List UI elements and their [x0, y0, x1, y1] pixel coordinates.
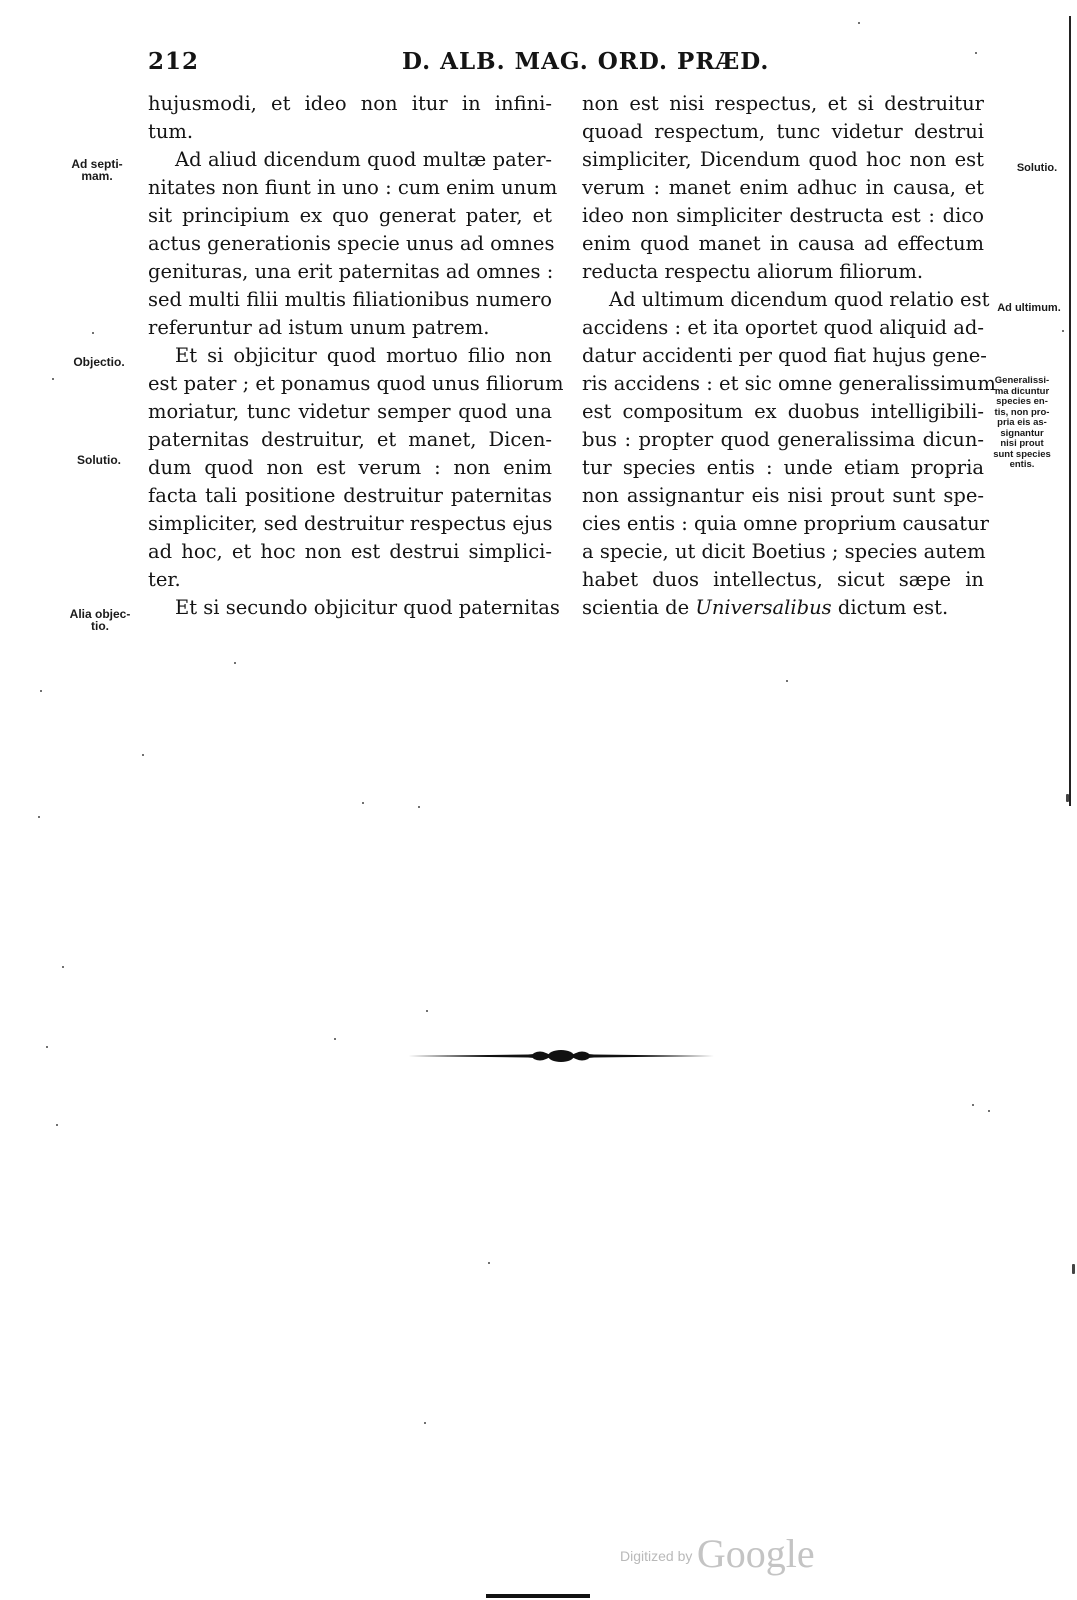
text-line: ad hoc, et hoc non est destrui simplici-	[148, 540, 552, 563]
margin-note-line: species en-	[996, 396, 1048, 407]
text-line: paternitas destruitur, et manet, Dicen-	[148, 428, 552, 451]
margin-note-line: pria eis as-	[997, 417, 1047, 428]
text-line: non assignantur eis nisi prout sunt spe-	[582, 484, 984, 507]
scan-edge-bar	[486, 1594, 590, 1598]
text-line: moriatur, tunc videtur semper quod una	[148, 400, 552, 423]
scan-speck	[234, 662, 236, 664]
running-title: D. ALB. MAG. ORD. PRÆD.	[402, 48, 770, 75]
margin-note-line: entis.	[1009, 459, 1035, 470]
scan-speck	[56, 1124, 58, 1126]
scan-speck	[1072, 1264, 1075, 1274]
text-line: est pater ; et ponamus quod unus filiorum	[148, 372, 564, 395]
margin-note-line: Generalissi-	[994, 375, 1050, 386]
scan-speck	[334, 1038, 336, 1040]
scan-speck	[786, 680, 788, 682]
margin-note-line: Solutio.	[77, 453, 121, 467]
margin-note-ad-ultimum	[990, 302, 1068, 314]
margin-note-objectio	[62, 356, 136, 368]
text-line: Et si objicitur quod mortuo filio non	[175, 344, 552, 367]
text-line: simpliciter, sed destruitur respectus ejus	[148, 512, 553, 535]
text-line: a specie, ut dicit Boetius ; species autem	[582, 540, 986, 563]
margin-note-line: Solutio.	[1016, 162, 1058, 174]
margin-note-line: tio.	[91, 619, 109, 633]
margin-note-line: Alia objec-	[69, 607, 131, 621]
text-segment: dictum est.	[831, 596, 949, 619]
text-line: ris accidens : et sic omne generalissimum	[582, 372, 996, 395]
scan-speck	[92, 332, 94, 334]
scan-speck	[426, 1010, 428, 1012]
text-line: est compositum ex duobus intelligibili-	[582, 400, 984, 423]
margin-note-line: mam.	[81, 169, 113, 183]
text-line: referuntur ad istum unum patrem.	[148, 316, 490, 339]
text-line: tum.	[148, 120, 194, 143]
watermark-prefix: Digitized by	[620, 1548, 693, 1564]
left-column	[148, 90, 564, 622]
text-line: cies entis : quia omne proprium causatur	[582, 512, 989, 535]
text-line: sit principium ex quo generat pater, et	[148, 204, 552, 227]
text-line: verum : manet enim adhuc in causa, et	[582, 176, 984, 199]
text-line: Ad ultimum dicendum quod relatio est	[609, 288, 990, 311]
margin-note-line: Ad ultimum.	[997, 302, 1061, 314]
scan-speck	[142, 754, 144, 756]
text-line: accidens : et ita oportet quod aliquid ad-	[582, 316, 984, 339]
text-line: ter.	[148, 568, 181, 591]
scan-speck	[40, 690, 42, 692]
page-header	[0, 48, 1077, 88]
digitized-watermark	[620, 1530, 815, 1577]
text-line: simpliciter, Dicendum quod hoc non est	[582, 148, 984, 171]
text-segment: scientia de	[582, 596, 696, 619]
margin-note-line: Objectio.	[73, 355, 125, 369]
text-line: dum quod non est verum : non enim	[148, 456, 552, 479]
margin-note-solutio-right	[1004, 162, 1070, 174]
margin-note-line: signantur	[1000, 427, 1044, 439]
text-line: nitates non fiunt in uno : cum enim unum	[148, 176, 558, 199]
google-logo: Google	[696, 1531, 815, 1576]
scan-speck	[858, 22, 860, 24]
text-line: tur species entis : unde etiam propria	[582, 456, 984, 479]
scan-speck	[362, 802, 364, 804]
scan-speck	[988, 1110, 990, 1112]
text-line: enim quod manet in causa ad effectum	[582, 232, 984, 255]
margin-note-generalissima	[990, 376, 1054, 471]
text-line-last	[582, 594, 984, 622]
margin-note-solutio	[62, 454, 136, 466]
text-line: genituras, una erit paternitas ad omnes :	[148, 260, 554, 283]
text-line: Ad aliud dicendum quod multæ pater-	[175, 148, 552, 171]
scan-speck	[424, 1422, 426, 1424]
page-number: 212	[148, 48, 200, 75]
margin-note-alia-objectio	[56, 608, 144, 632]
margin-note-line: Ad septi-	[71, 157, 123, 171]
margin-note-line: nisi prout	[1000, 438, 1044, 449]
scan-speck	[488, 1262, 490, 1264]
text-line: datur accidenti per quod fiat hujus gene-	[582, 344, 987, 367]
scan-speck	[972, 1104, 974, 1106]
text-line: sed multi filii multis filiationibus numero	[148, 288, 552, 311]
scan-speck	[418, 806, 420, 808]
margin-note-line: sunt species	[993, 448, 1051, 460]
ornamental-rule	[408, 1044, 714, 1068]
margin-note-line: ma dicuntur	[994, 385, 1050, 397]
scan-speck	[975, 52, 977, 54]
text-line: ideo non simpliciter destructa est : dico	[582, 204, 984, 227]
text-line: actus generationis specie unus ad omnes	[148, 232, 555, 255]
scan-speck	[52, 378, 54, 380]
scan-speck	[1062, 330, 1064, 332]
text-line: hujusmodi, et ideo non itur in infini-	[148, 92, 552, 115]
text-line: habet duos intellectus, sicut sæpe in	[582, 568, 984, 591]
text-line: quoad respectum, tunc videtur destrui	[582, 120, 984, 143]
text-line: reducta respectu aliorum filiorum.	[582, 260, 924, 283]
text-line: non est nisi respectus, et si destruitur	[582, 92, 984, 115]
right-column	[582, 90, 996, 622]
scan-edge-rule	[1069, 16, 1071, 806]
italic-title: Universalibus	[695, 596, 832, 619]
scan-speck	[62, 966, 64, 968]
text-line: bus : propter quod generalissima dicun-	[582, 428, 984, 451]
text-line: Et si secundo objicitur quod paternitas	[175, 596, 560, 619]
scan-speck	[38, 816, 40, 818]
margin-note-line: tis, non pro-	[994, 406, 1050, 418]
scan-speck	[1066, 794, 1069, 802]
margin-note-ad-septimam	[60, 158, 134, 182]
text-line: facta tali positione destruitur paternitas	[148, 484, 552, 507]
scan-speck	[46, 1046, 48, 1048]
